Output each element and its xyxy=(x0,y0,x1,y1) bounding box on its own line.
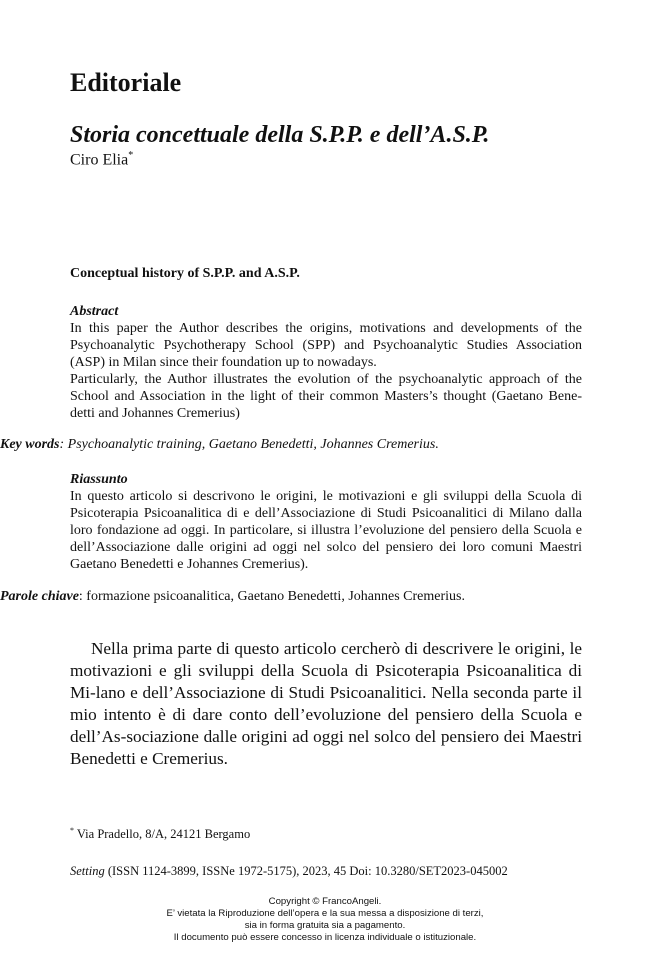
riassunto-block xyxy=(70,471,582,573)
abstract-paragraph-2: Particularly, the Author illustrates the evolution of the psychoanalytic approach of the School and Association in the light of their common Masters’s thought (Gaetano Bene-detti and Johannes Cremerius) xyxy=(70,372,582,421)
copyright-line: sia in forma gratuita sia a pagamento. xyxy=(244,920,406,931)
parole-chiave xyxy=(0,589,465,605)
english-title: Conceptual history of S.P.P. and A.S.P. xyxy=(70,266,300,281)
journal-name: Setting xyxy=(70,864,105,878)
parole-chiave-label: Parole chiave xyxy=(0,589,79,604)
riassunto-paragraph: In questo articolo si descrivono le origini, le motivazioni e gli sviluppi della Scuola di Psicoterapia Psicoanalitica di e dell’Associazione di Studi Psicoanalitici di Milano dalla loro fondazione ad oggi. In particolare, si illustra l’evoluzione del pensiero della Scuola e dell’Associazione dalle origini ad oggi nel solco del pensiero dei loro comuni Maestri Gaetano Benedetti e Johannes Cremerius). xyxy=(70,489,582,572)
keywords xyxy=(0,437,439,453)
section-heading: Editoriale xyxy=(70,68,182,97)
author-footnote-mark: * xyxy=(128,150,134,161)
parole-chiave-value: : formazione psicoanalitica, Gaetano Benedetti, Johannes Cremerius. xyxy=(78,589,465,604)
copyright-line: Copyright © FrancoAngeli. xyxy=(268,896,382,907)
footnote-text: Via Pradello, 8/A, 24121 Bergamo xyxy=(74,827,251,842)
body-paragraph: Nella prima parte di questo articolo cercherò di descrivere le origini, le motivazioni e gli sviluppi della Scuola di Psicoterapia Psicoanalitica di Mi-lano e dell’Associazione di Studi Psicoanalitici. Nella seconda parte il mio intento è di dare conto dell’evoluzione del pensiero della Scuola e dell’As-sociazione dalle origini ad oggi nel solco del pensiero dei Maestri Benedetti e Cremerius. xyxy=(70,639,582,768)
abstract-heading: Abstract xyxy=(70,304,119,319)
footnote-mark: * xyxy=(70,826,74,835)
keywords-label: Key words xyxy=(0,437,60,452)
footnote xyxy=(70,826,250,842)
keywords-value: : Psychoanalytic training, Gaetano Benedetti, Johannes Cremerius. xyxy=(59,437,439,452)
author-name: Ciro Elia xyxy=(70,151,129,169)
copyright-line: Il documento può essere concesso in licenza individuale o istituzionale. xyxy=(173,932,477,943)
author xyxy=(70,150,133,169)
abstract-paragraph-1: In this paper the Author describes the origins, motivations and developments of the Psychoanalytic Psychotherapy School (SPP) and Psychoanalytic Studies Association (ASP) in Milan since their foundation up to nowadays. xyxy=(70,321,582,370)
copyright-notice xyxy=(0,896,650,944)
article-title: Storia concettuale della S.P.P. e dell’A.S.P. xyxy=(70,122,490,148)
copyright-line: E’ vietata la Riproduzione dell’opera e la sua messa a disposizione di terzi, xyxy=(166,908,484,919)
abstract-block xyxy=(70,303,582,422)
riassunto-heading: Riassunto xyxy=(70,472,128,487)
citation xyxy=(70,864,508,879)
citation-details: (ISSN 1124-3899, ISSNe 1972-5175), 2023, 45 Doi: 10.3280/SET2023-045002 xyxy=(104,864,508,878)
